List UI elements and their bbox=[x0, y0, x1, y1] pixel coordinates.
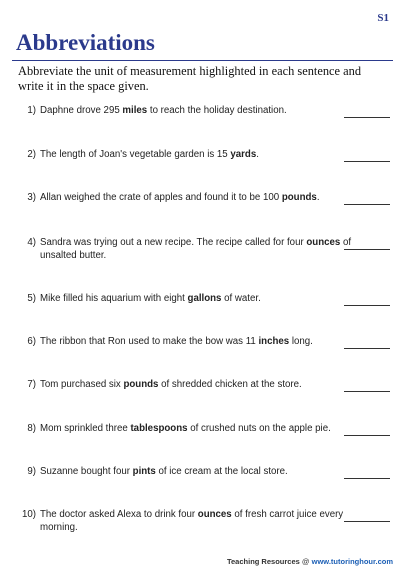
answer-blank[interactable] bbox=[344, 304, 390, 306]
highlighted-unit: pints bbox=[132, 466, 156, 477]
answer-blank[interactable] bbox=[344, 203, 390, 205]
highlighted-unit: miles bbox=[122, 105, 148, 116]
question-text: Tom purchased six pounds of shredded chicken at the store. bbox=[40, 379, 302, 390]
highlighted-unit: pounds bbox=[123, 379, 159, 390]
worksheet-code: S1 bbox=[377, 12, 389, 24]
footer bbox=[0, 557, 393, 566]
question-number: 8) bbox=[27, 423, 36, 434]
question-number: 7) bbox=[27, 379, 36, 390]
answer-blank[interactable] bbox=[344, 434, 390, 436]
question-text: Suzanne bought four pints of ice cream at the local store. bbox=[40, 466, 288, 477]
highlighted-unit: tablespoons bbox=[130, 423, 188, 434]
highlighted-unit: ounces bbox=[306, 237, 341, 248]
question-text: Daphne drove 295 miles to reach the holiday destination. bbox=[40, 105, 287, 116]
page-title: Abbreviations bbox=[16, 30, 155, 55]
question-number: 6) bbox=[27, 336, 36, 347]
question-text: The ribbon that Ron used to make the bow was 11 inches long. bbox=[40, 336, 313, 347]
question-number: 9) bbox=[27, 466, 36, 477]
highlighted-unit: yards bbox=[230, 149, 257, 160]
question-text: Mom sprinkled three tablespoons of crushed nuts on the apple pie. bbox=[40, 423, 331, 434]
question-text: The length of Joan's vegetable garden is 15 yards. bbox=[40, 149, 259, 160]
answer-blank[interactable] bbox=[344, 347, 390, 349]
answer-blank[interactable] bbox=[344, 248, 390, 250]
question-text: Mike filled his aquarium with eight gallons of water. bbox=[40, 293, 261, 304]
footer-url[interactable]: www.tutoringhour.com bbox=[311, 557, 393, 566]
question-number: 5) bbox=[27, 293, 36, 304]
highlighted-unit: pounds bbox=[281, 192, 317, 203]
footer-at: @ bbox=[301, 557, 310, 566]
highlighted-unit: ounces bbox=[197, 509, 232, 520]
answer-blank[interactable] bbox=[344, 520, 390, 522]
answer-blank[interactable] bbox=[344, 116, 390, 118]
highlighted-unit: gallons bbox=[187, 293, 222, 304]
highlighted-unit: inches bbox=[258, 336, 290, 347]
question-number: 1) bbox=[27, 105, 36, 116]
question-number: 4) bbox=[27, 237, 36, 248]
title-divider bbox=[12, 60, 393, 61]
instructions: Abbreviate the unit of measurement highlighted in each sentence and write it in the space given. bbox=[18, 64, 362, 93]
question-text: The doctor asked Alexa to drink four ounces of fresh carrot juice every morning. bbox=[40, 509, 344, 533]
footer-brand: Teaching Resources bbox=[226, 557, 300, 566]
question-text: Sandra was trying out a new recipe. The recipe called for four ounces of unsalted butter. bbox=[40, 237, 352, 261]
question-number: 2) bbox=[27, 149, 36, 160]
answer-blank[interactable] bbox=[344, 160, 390, 162]
question-number: 10) bbox=[21, 509, 36, 520]
question-number: 3) bbox=[27, 192, 36, 203]
question-text: Allan weighed the crate of apples and found it to be 100 pounds. bbox=[40, 192, 320, 203]
answer-blank[interactable] bbox=[344, 477, 390, 479]
answer-blank[interactable] bbox=[344, 390, 390, 392]
